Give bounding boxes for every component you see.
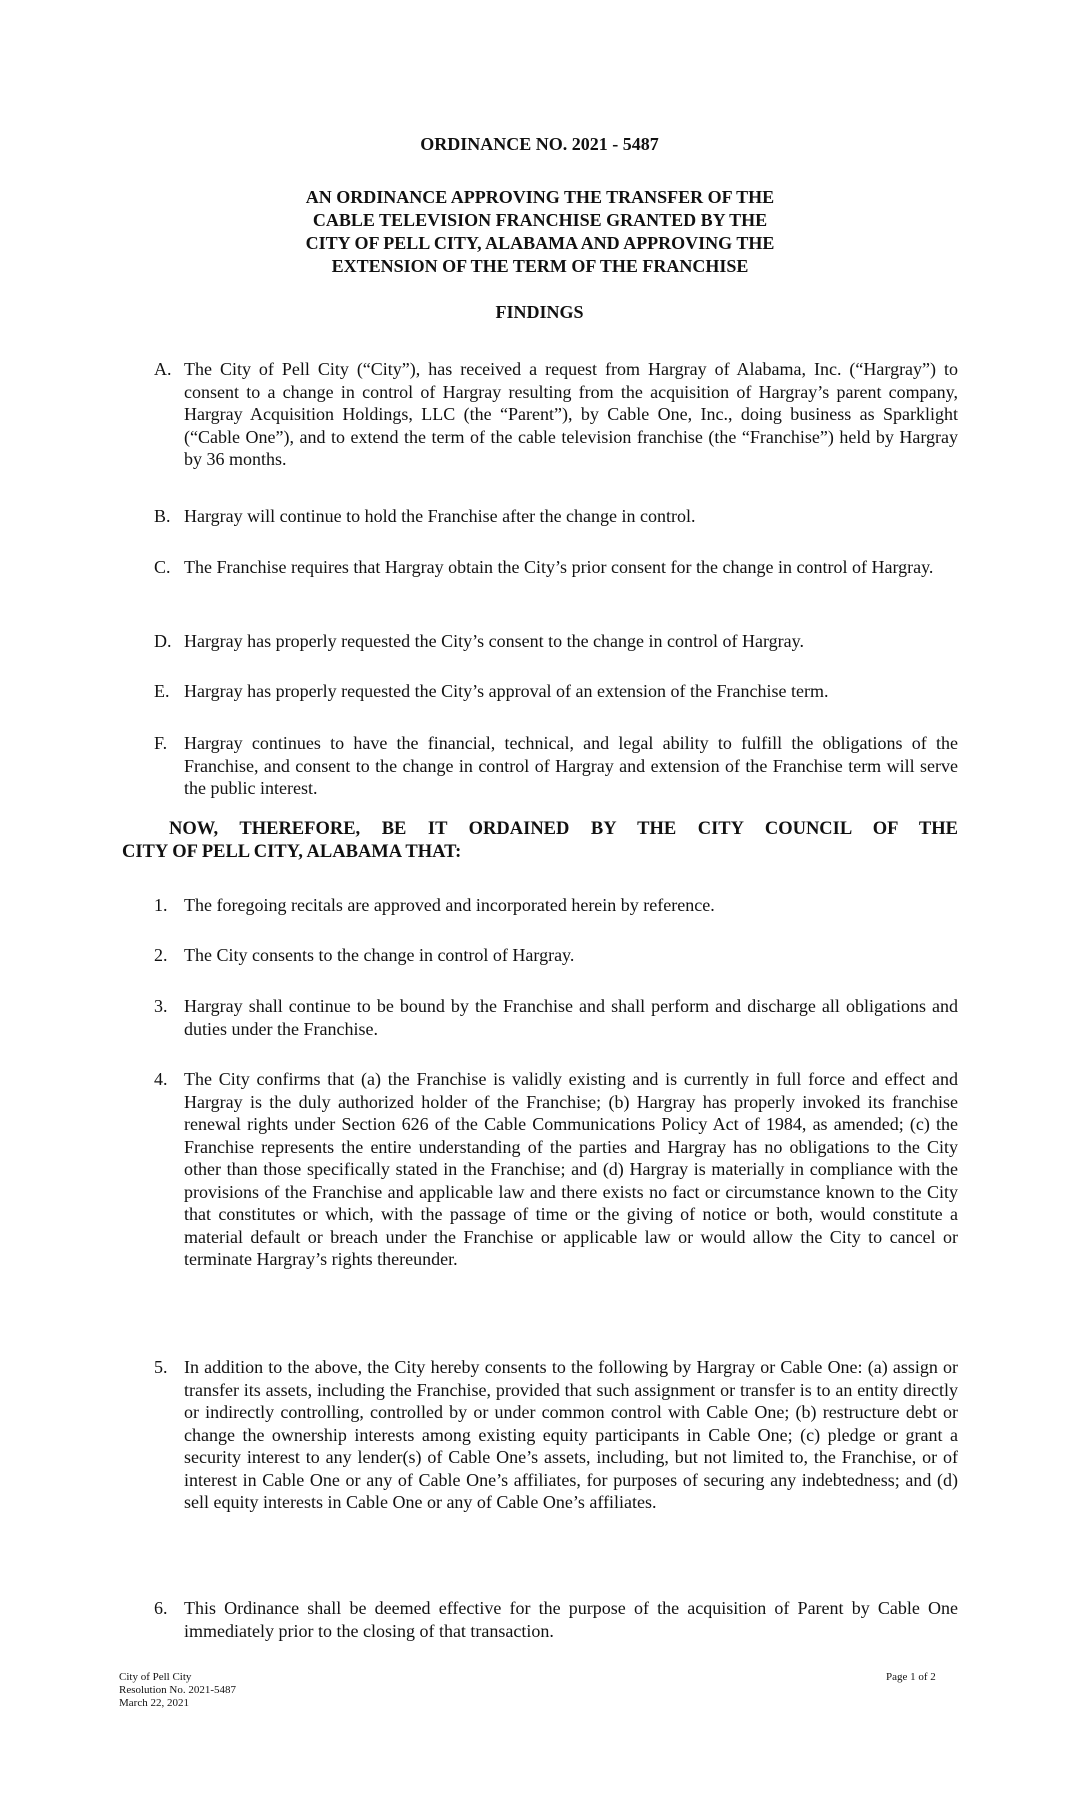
footer-page-number: Page 1 of 2 [886,1671,936,1683]
section-3 [154,995,958,1041]
finding-text: Hargray will continue to hold the Franchise after the change in control. [184,506,696,526]
finding-text: Hargray continues to have the financial, technical, and legal ability to fulfill the obligations of the Franchise, and consent to the change in control of Hargray and extension of the Franchise term will serve the public interest. [184,733,958,798]
finding-e [154,680,958,704]
section-text: The foregoing recitals are approved and incorporated herein by reference. [184,895,715,915]
ordinance-title-line: EXTENSION OF THE TERM OF THE FRANCHISE [331,256,749,276]
footer-left [119,1671,236,1710]
findings-heading: FINDINGS [495,302,584,322]
finding-marker: F. [154,733,168,753]
ordinance-title-line: CITY OF PELL CITY, ALABAMA AND APPROVING THE [305,233,775,253]
section-marker: 1. [154,895,168,915]
finding-marker: C. [154,557,171,577]
ordinance-title-line: CABLE TELEVISION FRANCHISE GRANTED BY THE [312,210,768,230]
finding-text: Hargray has properly requested the City’s approval of an extension of the Franchise term. [184,681,829,701]
finding-text: The Franchise requires that Hargray obtain the City’s prior consent for the change in control of Hargray. [184,557,934,577]
footer-resolution: Resolution No. 2021-5487 [119,1684,237,1696]
section-text: The City confirms that (a) the Franchise is validly existing and is currently in full force and effect and Hargray is the duly authorized holder of the Franchise; (b) Hargray has properly invoked its franchise renewal rights under Section 626 of the Cable Communications Policy Act of 1984, as amended; (c) the Franchise represents the entire understanding of the parties and Hargray has no obligations to the City other than those specifically stated in the Franchise; and (d) Hargray is materially in compliance with the provisions of the Franchise and applicable law and there exists no fact or circumstance known to the City that constitutes or which, with the passage of time or the giving of notice or both, would constitute a material default or breach under the Franchise or applicable law or would allow the City to cancel or terminate Hargray’s rights thereunder. [184,1069,958,1269]
finding-text: Hargray has properly requested the City’s consent to the change in control of Hargray. [184,631,804,651]
ordaining-clause [122,818,958,864]
section-marker: 5. [154,1357,168,1377]
finding-c [154,556,958,602]
ordinance-title [240,186,840,278]
finding-marker: A. [154,359,172,379]
ordinance-title-line: AN ORDINANCE APPROVING THE TRANSFER OF THE [305,187,775,207]
footer-date: March 22, 2021 [119,1697,189,1709]
section-marker: 3. [154,996,168,1016]
section-marker: 2. [154,945,168,965]
finding-marker: E. [154,681,170,701]
section-2 [154,944,958,968]
finding-a [154,358,958,473]
ordaining-clause-line: NOW, THEREFORE, BE IT ORDAINED BY THE CITY COUNCIL OF THE [169,819,958,839]
finding-text: The City of Pell City (“City”), has received a request from Hargray of Alabama, Inc. (“Hargray”) to consent to a change in control of Hargray resulting from the acquisition of Hargray’s parent company, Hargray Acquisition Holdings, LLC (the “Parent”), by Cable One, Inc., doing business as Sparklight (“Cable One”), and to extend the term of the cable television franchise (the “Franchise”) held by Hargray by 36 months. [184,359,958,469]
finding-d [154,630,958,654]
ordaining-clause-line: CITY OF PELL CITY, ALABAMA THAT: [122,842,462,862]
section-marker: 4. [154,1069,168,1089]
section-4 [154,1068,958,1318]
section-1 [154,894,958,918]
finding-f [154,732,958,802]
section-text: The City consents to the change in control of Hargray. [184,945,575,965]
section-5 [154,1356,958,1564]
section-6 [154,1597,958,1643]
finding-marker: B. [154,506,171,526]
section-marker: 6. [154,1598,168,1618]
finding-marker: D. [154,631,172,651]
section-text: This Ordinance shall be deemed effective for the purpose of the acquisition of Parent by Cable One immediately prior to the closing of that transaction. [184,1598,958,1641]
footer-city: City of Pell City [119,1671,192,1683]
section-text: Hargray shall continue to be bound by the Franchise and shall perform and discharge all obligations and duties under the Franchise. [184,996,958,1039]
section-text: In addition to the above, the City hereby consents to the following by Hargray or Cable One: (a) assign or transfer its assets, including the Franchise, provided that such assignment or transfer is to an entity directly or indirectly controlling, controlled by or under common control with Cable One; (b) restructure debt or change the ownership interests among existing equity participants in Cable One; (c) pledge or grant a security interest to any lender(s) of Cable One’s assets, including, but not limited to, the Franchise, or of interest in Cable One or any of Cable One’s affiliates, for purposes of securing any indebtedness; and (d) sell equity interests in Cable One or any of Cable One’s affiliates. [184,1357,958,1512]
ordinance-number: ORDINANCE NO. 2021 - 5487 [420,134,659,154]
finding-b [154,505,958,529]
